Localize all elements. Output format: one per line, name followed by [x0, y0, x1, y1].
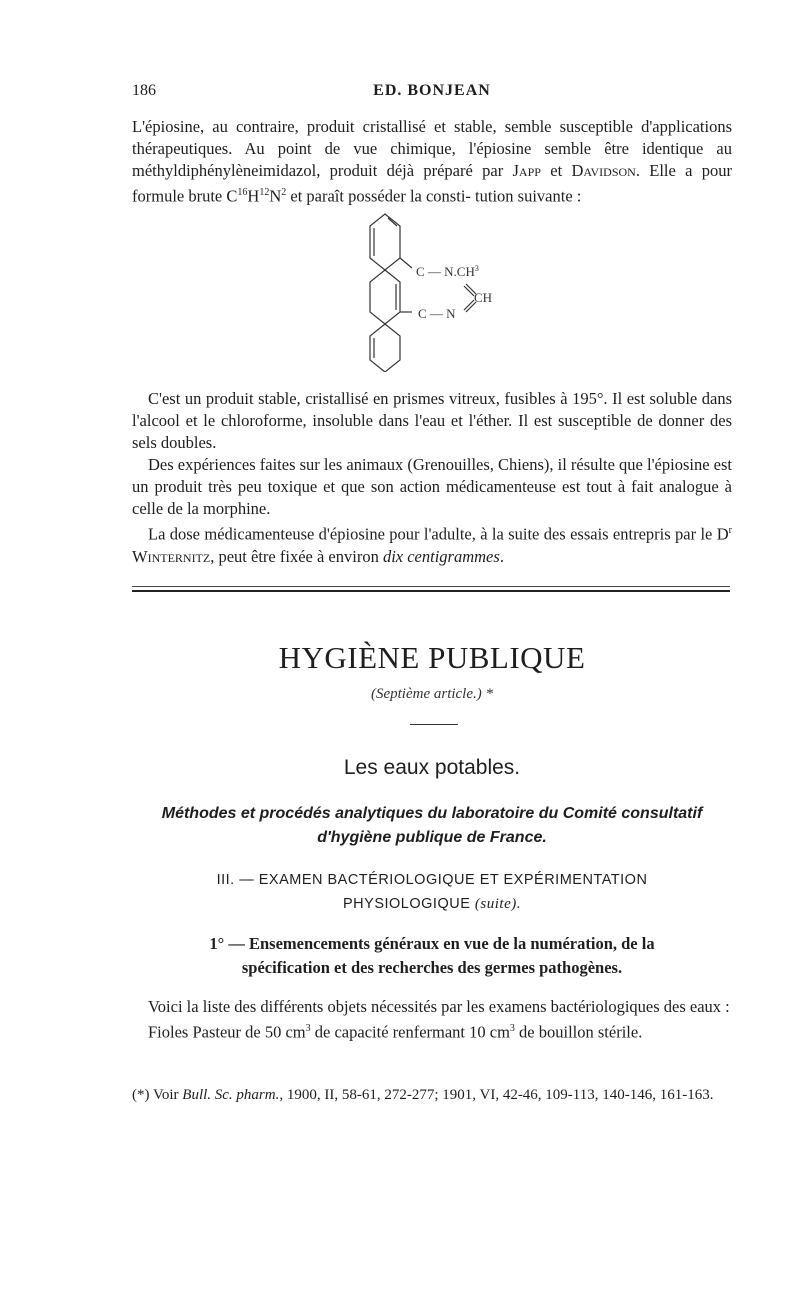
- separator-rule: [132, 590, 730, 592]
- running-title: ED. BONJEAN: [373, 82, 491, 99]
- intro-line: L'épiosine, au contraire, produit cristallisé et stable, semble susceptible: [132, 117, 633, 136]
- page-number: 186: [132, 82, 156, 99]
- paragraph-text: C'est un produit stable, cristallisé en prismes vitreux, fusibles à 195°. Il est soluble dans l'alcool et le chloroforme, insoluble dans l'eau et l'éther. Il est susceptible de donner des sels doubles.: [132, 389, 732, 452]
- structure-label-top: C — $N.CH^3$: [416, 264, 479, 279]
- formula-subscript: 12: [259, 187, 270, 198]
- separator-rule: [132, 586, 730, 587]
- formula-subscript: 2: [281, 187, 287, 198]
- short-rule: [410, 724, 458, 725]
- intro-line: . Elle a pour formule brute: [132, 161, 733, 206]
- section-subtitle: (Septième article.) *: [370, 686, 494, 702]
- objects-paragraph: [132, 996, 732, 1044]
- section-title: HYGIÈNE PUBLIQUE: [278, 640, 586, 675]
- intro-paragraph: [132, 116, 732, 208]
- benzene-rings-diagram: [360, 212, 560, 372]
- intro-line: et paraît posséder la consti-: [286, 186, 471, 206]
- running-head: [132, 82, 732, 104]
- methods-heading: Méthodes et procédés analytiques du laboratoire du Comité consultatif d'hygiène publique de France.: [161, 805, 703, 846]
- intro-line: être identique au méthyldiphénylèneimidazol, produit déjà préparé par: [132, 139, 733, 180]
- subsection-heading: 1° — Ensemencements généraux en vue de la numération, de la spécification et des recherches des germes pathogènes.: [209, 934, 655, 977]
- author-name: Japp: [512, 161, 541, 180]
- formula-element: H: [247, 186, 260, 206]
- article-title: Les eaux potables.: [343, 756, 521, 779]
- structure-label-mid: CH: [474, 290, 493, 305]
- dose-paragraph: La dose médicamenteuse d'épiosine pour l'adulte, à la suite des essais entrepris par le $D^r$ Winternitz, peut être fixée à environ dix centigrammes.: [132, 524, 732, 566]
- author-name: Winternitz: [132, 546, 211, 566]
- formula-element: C: [226, 186, 238, 206]
- intro-line: tution suivante :: [475, 186, 582, 206]
- structural-formula: [360, 212, 560, 372]
- paragraph-text: Fioles Pasteur de 50 $cm^3$ de capacité renfermant 10 $cm^3$ de bouillon stérile.: [148, 1022, 643, 1042]
- intro-line: d'applications thérapeutiques. Au point de vue chimique, l'épiosine semble: [132, 117, 733, 158]
- paragraph-text: Voici la liste des différents objets nécessités par les examens bactériologiques des eaux :: [148, 997, 730, 1016]
- journal-name: Bull. Sc. pharm.: [182, 1087, 280, 1103]
- author-name: Davidson: [571, 161, 636, 180]
- paragraph-text: Des expériences faites sur les animaux (Grenouilles, Chiens), il résulte que l'épiosine est un produit très peu toxique et que son action médicamenteuse est tout à fait analogue à celle de la morphine.: [132, 455, 732, 518]
- footnote: (*) Voir Bull. Sc. pharm., 1900, II, 58-61, 272-277; 1901, VI, 42-46, 109-113, 140-146, 161-163.: [132, 1087, 714, 1103]
- exam-heading: III. — EXAMEN BACTÉRIOLOGIQUE ET EXPÉRIMENTATION PHYSIOLOGIQUE (suite).: [216, 872, 648, 912]
- intro-line: et: [550, 161, 572, 180]
- properties-paragraph: [132, 388, 732, 568]
- formula-element: N: [269, 186, 282, 206]
- structure-label-bottom: C — N: [418, 306, 456, 321]
- dose-value: dix centigrammes: [382, 546, 500, 566]
- formula-subscript: 16: [237, 187, 248, 198]
